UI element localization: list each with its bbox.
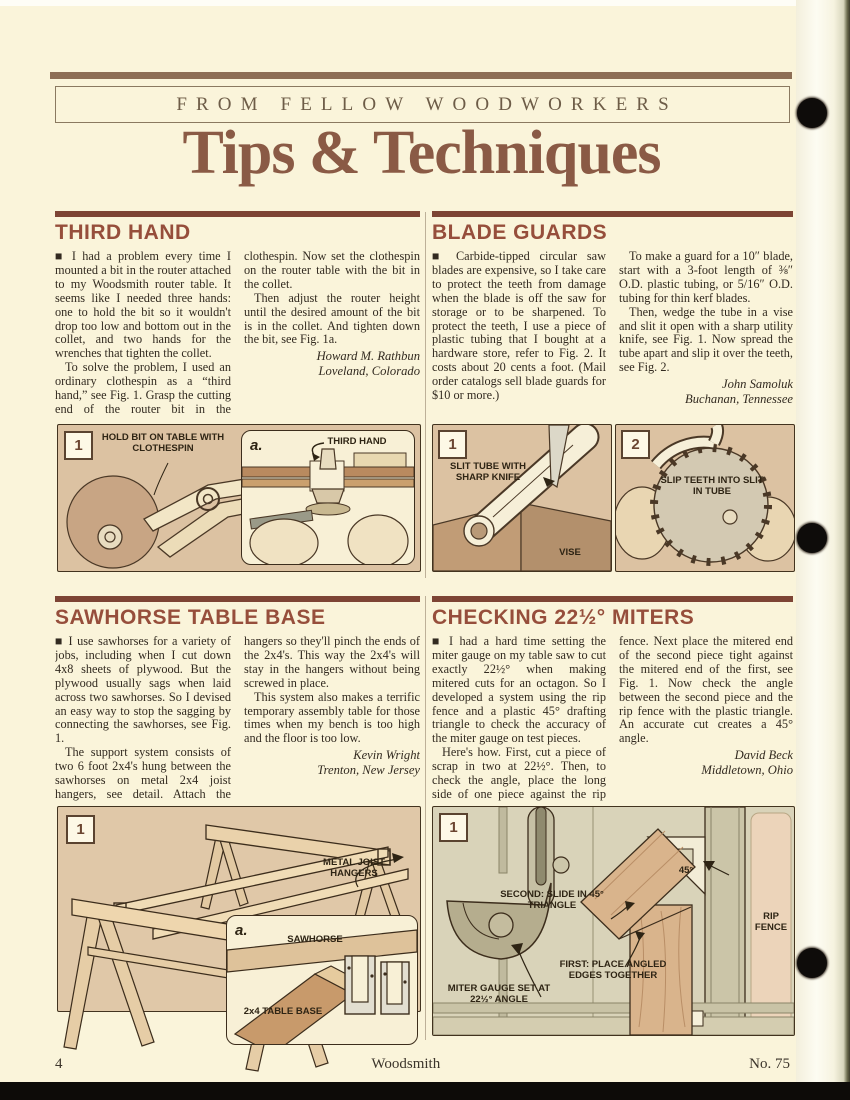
header-rule xyxy=(50,72,792,79)
figure-label-rip-fence: RIP FENCE xyxy=(754,911,788,933)
figure-label-vise: VISE xyxy=(559,547,581,558)
footer-issue: No. 75 xyxy=(749,1056,790,1072)
section-heading-blade-guards: BLADE GUARDS xyxy=(432,221,608,244)
author-location: Middletown, Ohio xyxy=(701,762,793,777)
paragraph: To make a guard for a 10″ blade, start with a 3-foot length of ⅜″ O.D. plastic tubing, or 5/16″ O.D. tubing for thin kerf blades. xyxy=(619,250,793,305)
section-heading-sawhorse: SAWHORSE TABLE BASE xyxy=(55,606,326,629)
paragraph: The support system consists of two 6 foot 2x4's hung between the sawhorses on metal 2x4 joist hangers, see detail. Attach the hangers so they'll pinch the ends of the 2x4's. This way the 2x4's will stay in the hangers without being screwed in place. xyxy=(55,635,420,801)
punch-hole xyxy=(797,523,827,553)
section-rule xyxy=(55,596,420,602)
inset-letter: a. xyxy=(250,437,263,454)
footer-page-number: 4 xyxy=(55,1056,63,1072)
author-location: Loveland, Colorado xyxy=(318,363,420,378)
paragraph: ■ I use sawhorses for a variety of jobs, including when I cut down 4x8 sheets of plywood. But the plywood usually sags when laid across two sawhorses. So I devised an easy way to stop the sagging by connecting the sawhorses, see Fig. 1. xyxy=(55,635,231,746)
figure-third-hand xyxy=(57,424,421,572)
figure-sawhorse xyxy=(57,806,421,1017)
figure-label-miter-gauge: MITER GAUGE SET AT 22½° ANGLE xyxy=(447,983,551,1005)
figure-label-joist-hangers: METAL JOIST HANGERS xyxy=(323,857,385,879)
figure-label-sawhorse: SAWHORSE xyxy=(287,934,343,945)
figure-number: 1 xyxy=(64,431,93,460)
section-heading-miters: CHECKING 22½° MITERS xyxy=(432,606,695,629)
paragraph: ■ I had a problem every time I mounted a bit in the router attached to my Woodsmith router table. It seems like I needed three hands: one to hold the bit so it wouldn't drop too low and bottom out in the collet, and two hands for the wrenches that tighten the collet. xyxy=(55,250,231,361)
paragraph: Here's how. First, cut a piece of scrap in two at 22½°. Then, to check the angle, place the long side of one piece against the rip fence. Next place the mitered end of the second piece tight against the mitered end of the first, see Fig. 1. Now check the angle between the second piece and the rip fence with the plastic triangle. An accurate cut creates a 45° angle. xyxy=(432,635,793,801)
paragraph: This system also makes a terrific temporary assembly table for those times when my bench is too high and the floor is too low. xyxy=(244,689,420,746)
article-third-hand xyxy=(55,250,420,422)
inset-letter: a. xyxy=(235,922,248,939)
figure-miters xyxy=(432,806,795,1036)
figure-number: 1 xyxy=(66,815,95,844)
author-location: Buchanan, Tennessee xyxy=(685,391,793,406)
author: David Beck xyxy=(734,748,793,763)
figure-number: 2 xyxy=(621,430,650,459)
page-footer xyxy=(55,1056,790,1073)
bottom-scan-bar xyxy=(0,1082,850,1100)
column-divider xyxy=(425,596,426,1040)
paragraph: ■ I had a hard time setting the miter gauge on my table saw to cut exactly 22½° when making mitered cuts for an octagon. So I developed a system using the rip fence and a plastic 45° drafting triangle to check the accuracy of the miter gauge on test pieces. xyxy=(432,635,606,746)
figure-label-first: FIRST: PLACE ANGLED EDGES TOGETHER xyxy=(559,959,667,981)
paragraph: ■ Carbide-tipped circular saw blades are expensive, so I take care to protect the teeth from damage when the blade is off the saw for storage or to be sharpened. To protect the teeth, I use a piece of plastic tubing that I bought at a hardware store, refer to Fig. 2. It costs about 20 cents a foot. (Mail order catalogs sell blade guards for $10 or more.) xyxy=(432,250,606,403)
article-blade-guards xyxy=(432,250,793,422)
author: John Samoluk xyxy=(722,377,793,392)
punch-hole xyxy=(797,98,827,128)
router-collet-illustration xyxy=(242,431,414,564)
article-miters xyxy=(432,635,793,805)
paragraph: To solve the problem, I used an ordinary clothespin as a “third hand,” see Fig. 1. Grasp the cutting end of the router bit in the clothespin. Now set the clothespin on the router table with the bit in the collet. xyxy=(55,250,420,416)
figure-label-clothespin: HOLD BIT ON TABLE WITH CLOTHESPIN xyxy=(101,432,225,454)
figure-blade-guard-2 xyxy=(615,424,795,572)
punch-hole xyxy=(797,948,827,978)
section-rule xyxy=(55,211,420,217)
section-heading-third-hand: THIRD HAND xyxy=(55,221,191,244)
figure-label-second: SECOND: SLIDE IN 45° TRIANGLE xyxy=(500,889,604,911)
author: Kevin Wright xyxy=(353,748,420,763)
figure-blade-guard-1 xyxy=(432,424,612,572)
figure-label-third-hand: THIRD HAND xyxy=(327,436,387,447)
figure-label-slit-tube: SLIT TUBE WITH SHARP KNIFE xyxy=(450,461,526,483)
figure-label-table-base: 2x4 TABLE BASE xyxy=(243,1006,323,1017)
page-title: Tips & Techniques xyxy=(182,119,661,187)
paragraph: Then, wedge the tube in a vise and slit it open with a sharp utility knife, see Fig. 1. Now spread the tube apart and slip it over the teeth, see Fig. 2. xyxy=(619,304,793,375)
author: Howard M. Rathbun xyxy=(316,349,420,364)
inset-detail-a xyxy=(241,430,415,565)
figure-label-slip-teeth: SLIP TEETH INTO SLIT IN TUBE xyxy=(660,475,764,497)
footer-publication: Woodsmith xyxy=(371,1056,441,1072)
kicker-text: FROM FELLOW WOODWORKERS xyxy=(176,93,678,115)
figure-label-45: 45° xyxy=(678,865,694,876)
section-rule xyxy=(432,596,793,602)
paragraph: Then adjust the router height until the desired amount of the bit is in the collet. And tighten down the bit, see Fig. 1a. xyxy=(244,290,420,347)
article-sawhorse xyxy=(55,635,420,805)
inset-detail-a xyxy=(226,915,418,1045)
figure-number: 1 xyxy=(438,430,467,459)
author-location: Trenton, New Jersey xyxy=(317,762,420,777)
column-divider xyxy=(425,212,426,578)
figure-number: 1 xyxy=(439,813,468,842)
section-rule xyxy=(432,211,793,217)
